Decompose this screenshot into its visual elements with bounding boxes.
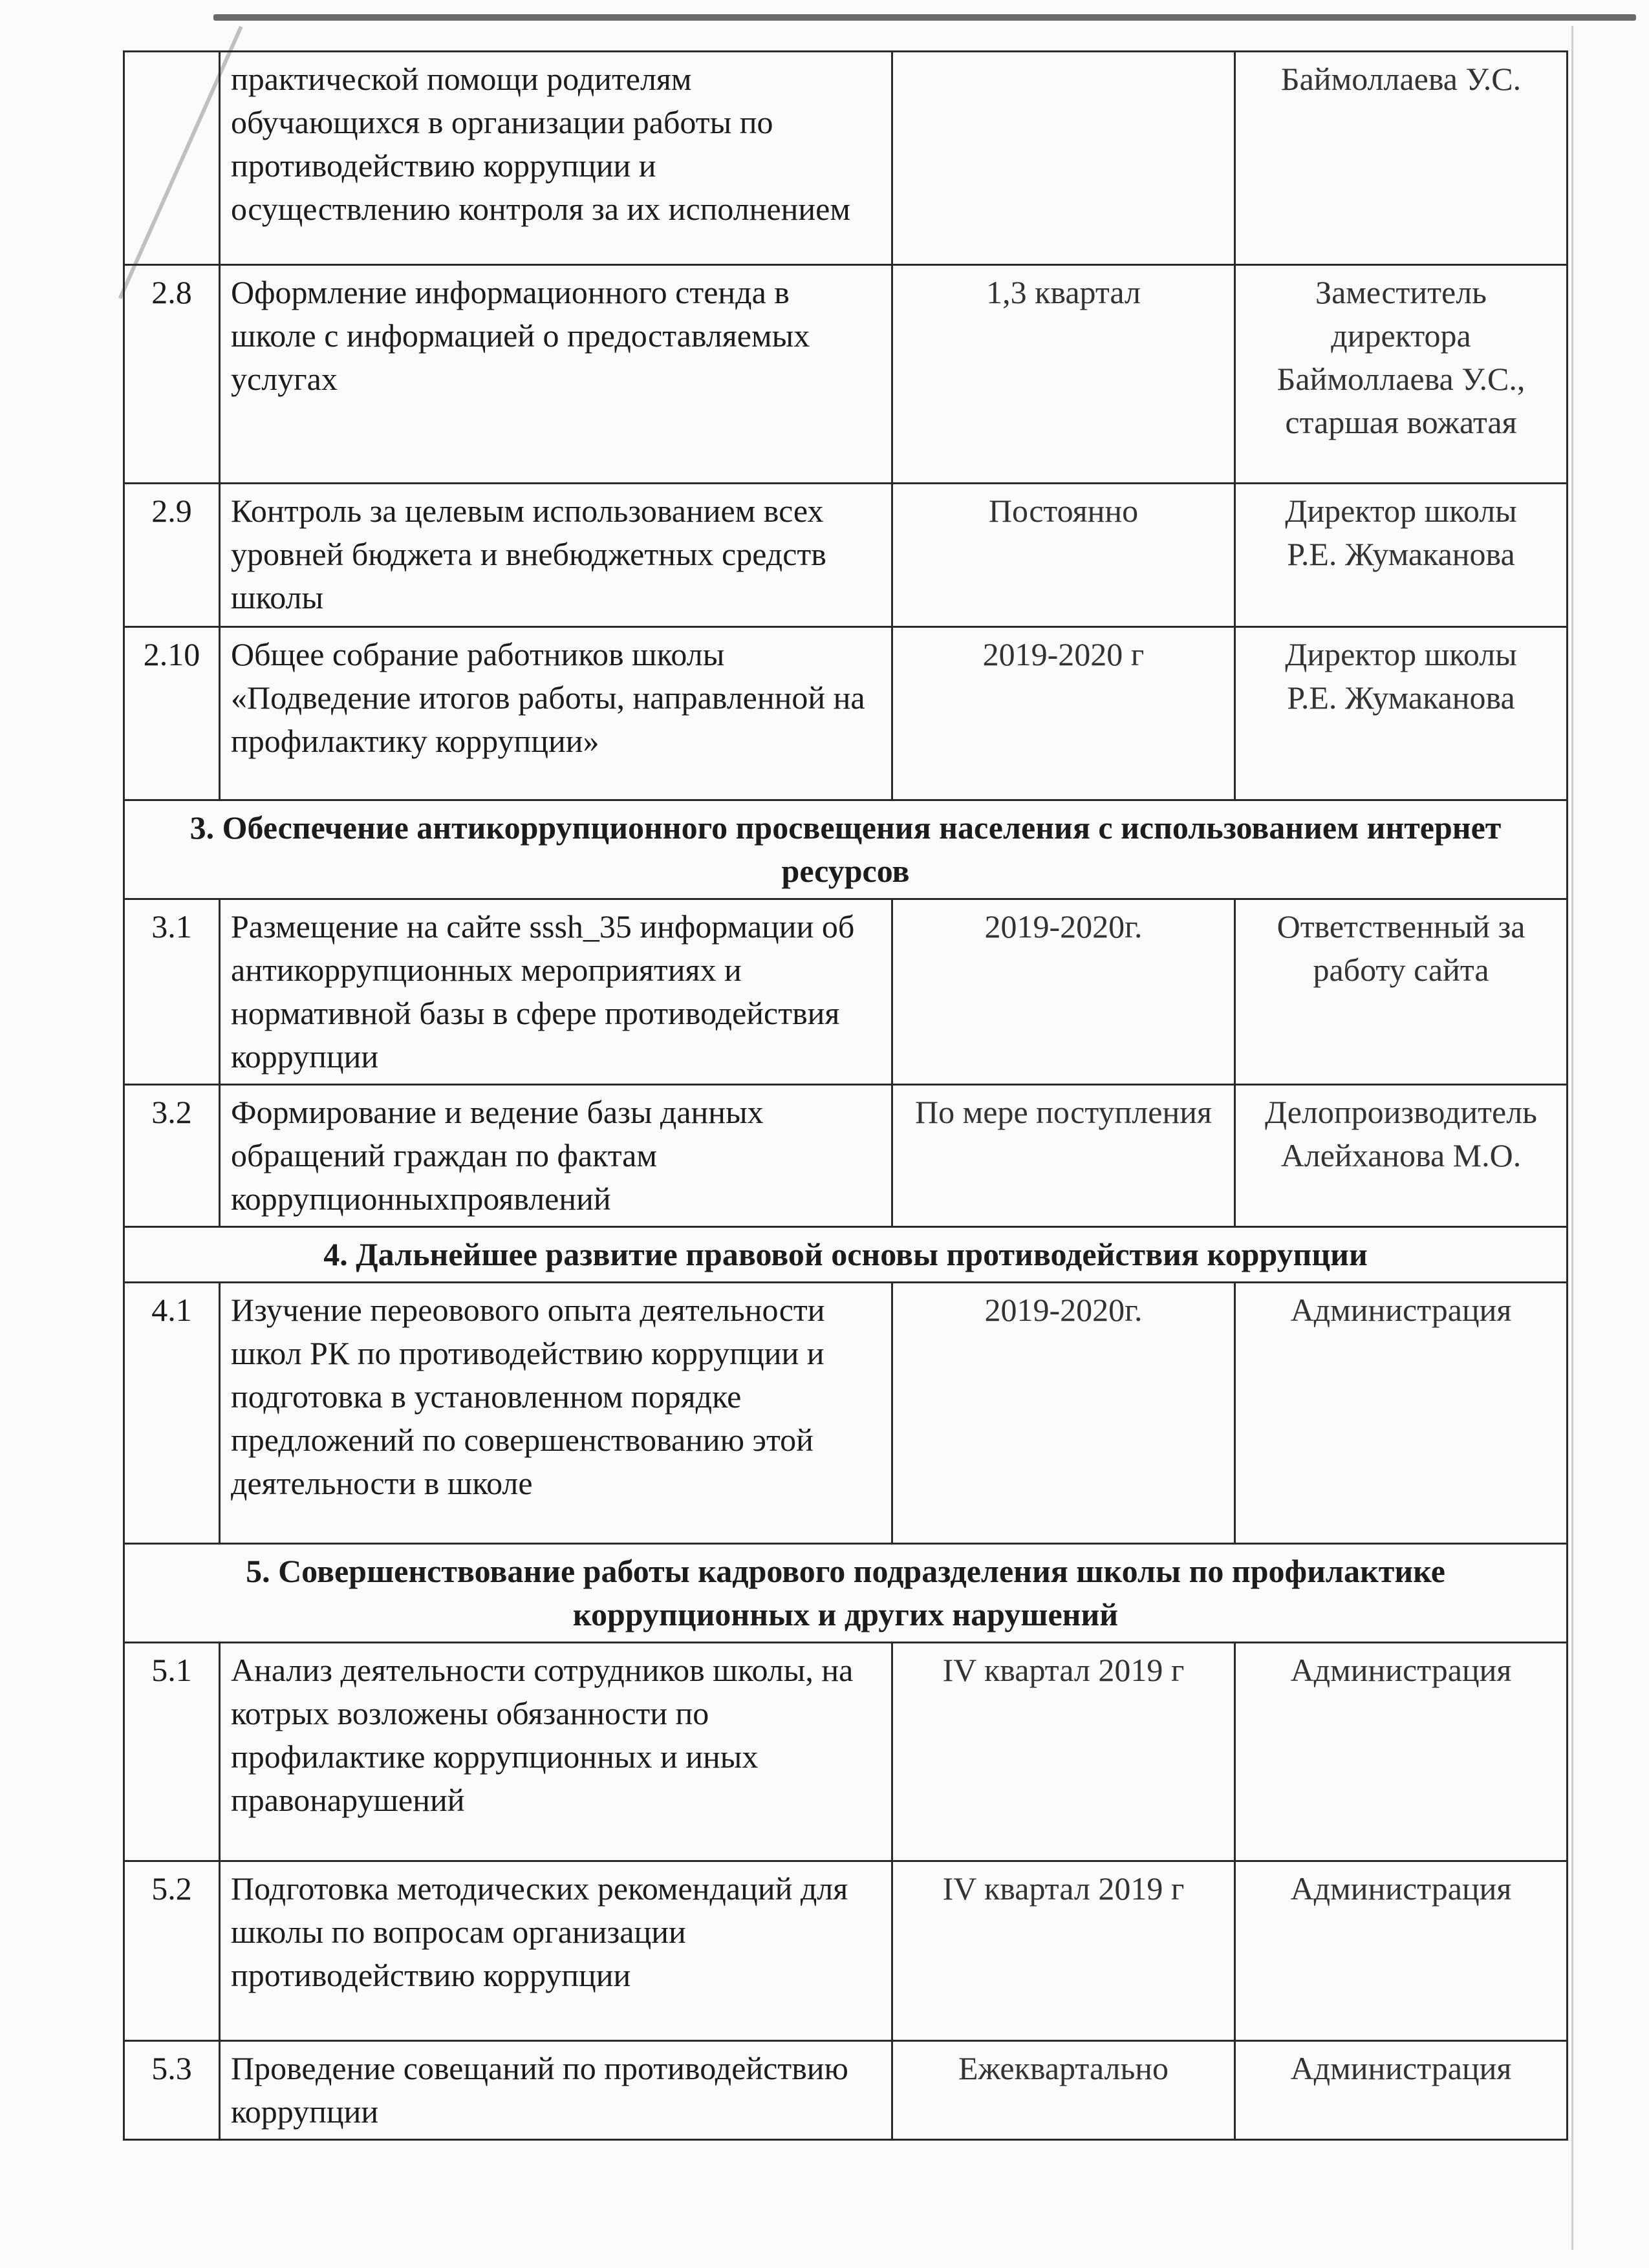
row-responsible — [1235, 1643, 1568, 1861]
responsible-line: старшая вожатая — [1285, 404, 1517, 440]
row-responsible — [1235, 627, 1568, 800]
table-row — [124, 899, 1568, 1085]
responsible-line: Делопроизводитель — [1265, 1094, 1537, 1130]
scan-edge-top — [213, 14, 1636, 21]
responsible-line: Администрация — [1290, 1652, 1512, 1688]
row-number — [124, 52, 220, 265]
row-event: Контроль за целевым использованием всех уровней бюджета и внебюджетных средств школы — [220, 484, 892, 627]
row-term: Ежеквартально — [892, 2041, 1235, 2140]
row-responsible — [1235, 1283, 1568, 1544]
responsible-line: Администрация — [1290, 1870, 1512, 1907]
row-term: 2019-2020 г — [892, 627, 1235, 800]
row-term: 2019-2020г. — [892, 1283, 1235, 1544]
table-row — [124, 1085, 1568, 1227]
section-row — [124, 1544, 1568, 1643]
row-number: 4.1 — [124, 1283, 220, 1544]
section-row — [124, 800, 1568, 899]
row-term: 2019-2020г. — [892, 899, 1235, 1085]
table-row — [124, 52, 1568, 265]
row-number: 3.2 — [124, 1085, 220, 1227]
responsible-line: Р.Е. Жумаканова — [1287, 536, 1515, 572]
table-row — [124, 627, 1568, 800]
section-title: 4. Дальнейшее развитие правовой основы противодействия коррупции — [124, 1227, 1568, 1283]
row-responsible — [1235, 2041, 1568, 2140]
responsible-line: Баймоллаева У.С., — [1277, 361, 1525, 397]
row-term: 1,3 квартал — [892, 265, 1235, 484]
row-term — [892, 52, 1235, 265]
row-event: Оформление информационного стенда в школе с информацией о предоставляемых услугах — [220, 265, 892, 484]
row-responsible — [1235, 52, 1568, 265]
row-number: 3.1 — [124, 899, 220, 1085]
responsible-line: Заместитель директора — [1315, 274, 1487, 354]
row-event: Изучение переовового опыта деятельности школ РК по противодействию коррупции и подготовка в установленном порядке предложений по совершенствованию этой деятельности в школе — [220, 1283, 892, 1544]
section-row — [124, 1227, 1568, 1283]
row-event: Общее собрание работников школы «Подведение итогов работы, направленной на профилактику коррупции» — [220, 627, 892, 800]
table-row — [124, 265, 1568, 484]
row-responsible — [1235, 1861, 1568, 2041]
row-number: 2.8 — [124, 265, 220, 484]
responsible-line: Р.Е. Жумаканова — [1287, 679, 1515, 716]
row-event: Анализ деятельности сотрудников школы, на котрых возложены обязанности по профилактике коррупционных и иных правонарушений — [220, 1643, 892, 1861]
responsible-line: работу сайта — [1313, 952, 1489, 988]
row-term: По мере поступления — [892, 1085, 1235, 1227]
table-row — [124, 1643, 1568, 1861]
responsible-line: Алейханова М.О. — [1280, 1137, 1522, 1173]
action-plan-table — [123, 50, 1568, 2141]
table-row — [124, 484, 1568, 627]
row-responsible — [1235, 265, 1568, 484]
row-event: практической помощи родителям обучающихся в организации работы по противодействию коррупции и осуществлению контроля за их исполнением — [220, 52, 892, 265]
section-title: 3. Обеспечение антикоррупционного просвещения населения с использованием интернет ресурсов — [124, 800, 1568, 899]
scan-edge-right — [1571, 26, 1573, 2250]
responsible-line: Директор школы — [1285, 636, 1517, 672]
table-row — [124, 1861, 1568, 2041]
section-title: 5. Совершенствование работы кадрового подразделения школы по профилактике коррупционных и других нарушений — [124, 1544, 1568, 1643]
row-event: Подготовка методических рекомендаций для школы по вопросам организации противодействию коррупции — [220, 1861, 892, 2041]
row-number: 2.9 — [124, 484, 220, 627]
row-number: 5.3 — [124, 2041, 220, 2140]
responsible-line: Ответственный за — [1277, 908, 1525, 945]
table-row — [124, 2041, 1568, 2140]
responsible-line: Баймоллаева У.С. — [1280, 61, 1522, 97]
row-responsible — [1235, 484, 1568, 627]
row-event: Проведение совещаний по противодействию коррупции — [220, 2041, 892, 2140]
responsible-line: Директор школы — [1285, 493, 1517, 529]
responsible-line: Администрация — [1290, 2050, 1512, 2086]
row-event: Размещение на сайте sssh_35 информации об антикоррупционных мероприятиях и нормативной базы в сфере противодействия коррупции — [220, 899, 892, 1085]
table-row — [124, 1283, 1568, 1544]
row-number: 5.1 — [124, 1643, 220, 1861]
row-term: IV квартал 2019 г — [892, 1861, 1235, 2041]
row-responsible — [1235, 899, 1568, 1085]
row-number: 2.10 — [124, 627, 220, 800]
row-term: IV квартал 2019 г — [892, 1643, 1235, 1861]
row-number: 5.2 — [124, 1861, 220, 2041]
row-term: Постоянно — [892, 484, 1235, 627]
row-event: Формирование и ведение базы данных обращений граждан по фактам коррупционныхпроявлений — [220, 1085, 892, 1227]
row-responsible — [1235, 1085, 1568, 1227]
responsible-line: Администрация — [1290, 1292, 1512, 1328]
